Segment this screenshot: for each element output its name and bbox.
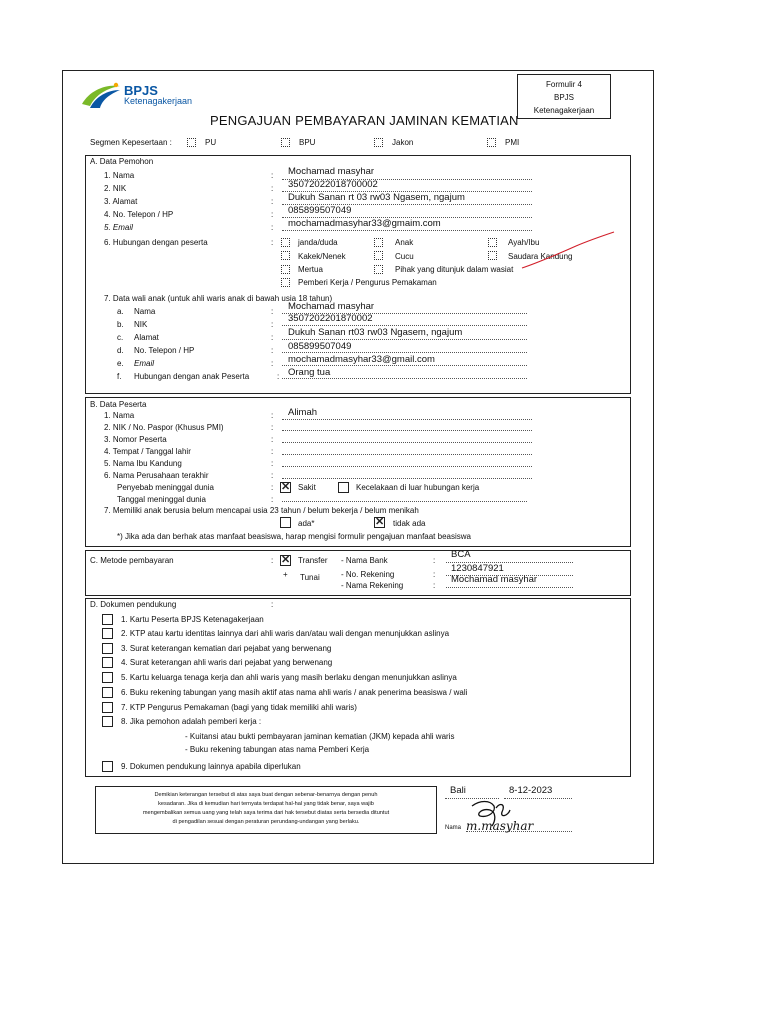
segmen-pmi-label: PMI	[505, 138, 520, 147]
segmen-bpu-checkbox[interactable]	[281, 138, 290, 147]
beasiswa-note: *) Jika ada dan berhak atas manfaat beasiswa, harap mengisi formulir pengajuan manfaat beasiswa	[117, 532, 471, 541]
peserta-ibu-label: 5. Nama Ibu Kandung	[104, 459, 182, 468]
bpjs-logo-icon	[80, 82, 122, 110]
tunai-label: Tunai	[300, 573, 320, 582]
peserta-nik-line[interactable]	[282, 430, 532, 431]
nama-rekening-value[interactable]: Mochamad masyhar	[451, 574, 538, 585]
dokumen-5-label: 5. Kartu keluarga tenaga kerja dan ahli waris yang masih berlaku dengan menunjukkan aslinya	[121, 673, 457, 682]
pemohon-telepon-value[interactable]: 085899507049	[288, 205, 352, 216]
signature-place[interactable]: Bali	[450, 785, 466, 796]
peserta-nama-value[interactable]: Alimah	[288, 407, 318, 418]
hubungan-saudara-label: Saudara Kandung	[508, 252, 573, 261]
wali-email-line	[282, 365, 527, 366]
pemohon-nik-label: 2. NIK	[104, 184, 127, 193]
hubungan-janda-checkbox[interactable]	[281, 238, 290, 247]
pemohon-alamat-value[interactable]: Dukuh Sanan rt 03 rw03 Ngasem, ngajum	[288, 192, 465, 203]
wali-nik-line	[282, 325, 527, 326]
wali-nik-label: NIK	[134, 320, 148, 329]
dokumen-8-label: 8. Jika pemohon adalah pemberi kerja :	[121, 717, 262, 726]
tanggal-label: Tanggal meninggal dunia	[117, 495, 206, 504]
dokumen-9-checkbox[interactable]	[102, 761, 113, 772]
peserta-ibu-line[interactable]	[282, 466, 532, 467]
dokumen-2-checkbox[interactable]	[102, 628, 113, 639]
dokumen-7-label: 7. KTP Pengurus Pemakaman (bagi yang tidak memiliki ahli waris)	[121, 703, 357, 712]
dokumen-4-checkbox[interactable]	[102, 657, 113, 668]
wali-telepon-value[interactable]: 085899507049	[288, 341, 352, 352]
penyebab-sakit-checkbox[interactable]: ✕	[281, 481, 291, 493]
section-c-title: C. Metode pembayaran	[90, 556, 174, 565]
peserta-perusahaan-line[interactable]	[282, 478, 532, 479]
dokumen-4-label: 4. Surat keterangan ahli waris dari pejabat yang berwenang	[121, 658, 333, 667]
wali-email-letter: e.	[117, 359, 124, 368]
peserta-nomor-label: 3. Nomor Peserta	[104, 435, 167, 444]
dokumen-8-checkbox[interactable]	[102, 716, 113, 727]
form-org: BPJS	[553, 93, 574, 102]
wali-alamat-value[interactable]: Dukuh Sanan rt03 rw03 Ngasem, ngajum	[288, 327, 463, 338]
hubungan-wasiat-label: Pihak yang ditunjuk dalam wasiat	[395, 265, 514, 274]
hubungan-mertua-checkbox[interactable]	[281, 265, 290, 274]
wali-alamat-line	[282, 339, 527, 340]
bpjs-logo	[80, 82, 193, 112]
penyebab-kecelakaan-checkbox[interactable]	[338, 482, 349, 493]
declaration-box	[95, 786, 437, 834]
penyebab-kecelakaan-label: Kecelakaan di luar hubungan kerja	[356, 483, 480, 492]
segmen-pu-label: PU	[205, 138, 217, 147]
pemohon-nama-label: 1. Nama	[104, 171, 135, 180]
dokumen-6-label: 6. Buku rekening tabungan yang masih aktif atas nama ahli waris / anak penerima beasiswa / wali	[121, 688, 468, 697]
segmen-pu-checkbox[interactable]	[187, 138, 196, 147]
wali-telepon-letter: d.	[117, 346, 124, 355]
declaration-line-4: di pengadilan sesuai dengan peraturan perundang-undangan yang berlaku.	[172, 819, 360, 825]
segmen-jakon-checkbox[interactable]	[374, 138, 383, 147]
hubungan-mertua-label: Mertua	[298, 265, 323, 274]
signature-handwriting: m.masyhar	[466, 819, 534, 833]
dokumen-8b-label: - Buku rekening tabungan atas nama Pemberi Kerja	[185, 745, 370, 754]
rekening-value[interactable]: 1230847921	[451, 563, 504, 574]
dokumen-3-checkbox[interactable]	[102, 643, 113, 654]
tanggal-line[interactable]	[282, 501, 527, 502]
anak-tidak-ada-label: tidak ada	[393, 519, 426, 528]
signature-name-line	[466, 831, 572, 832]
hubungan-wasiat-checkbox[interactable]	[374, 265, 383, 274]
wali-telepon-label: No. Telepon / HP	[134, 346, 195, 355]
wali-hubungan-value[interactable]: Orang tua	[288, 367, 331, 378]
hubungan-cucu-checkbox[interactable]	[374, 251, 383, 260]
peserta-nomor-line[interactable]	[282, 442, 532, 443]
tunai-marker: +	[283, 570, 288, 579]
wali-telepon-line	[282, 352, 527, 353]
hubungan-kakek-checkbox[interactable]	[281, 251, 290, 260]
logo-brand: BPJS	[124, 83, 158, 98]
wali-hubungan-line	[282, 378, 527, 379]
hubungan-anak-checkbox[interactable]	[374, 238, 383, 247]
pemohon-nama-value[interactable]: Mochamad masyhar	[288, 166, 375, 177]
logo-sub: Ketenagakerjaan	[124, 96, 193, 106]
segmen-label: Segmen Kepesertaan :	[90, 138, 172, 147]
pemohon-email-label: 5. Email	[104, 223, 133, 232]
dokumen-1-checkbox[interactable]	[102, 614, 113, 625]
signature-date[interactable]: 8-12-2023	[509, 785, 553, 796]
wali-title: 7. Data wali anak (untuk ahli waris anak di bawah usia 18 tahun)	[104, 294, 333, 303]
dokumen-8a-label: - Kuitansi atau bukti pembayaran jaminan kematian (JKM) kepada ahli waris	[185, 732, 455, 741]
pemohon-nik-value[interactable]: 35072022018700002	[288, 179, 378, 190]
section-a-title: A. Data Pemohon	[90, 157, 154, 166]
peserta-ttl-line[interactable]	[282, 454, 532, 455]
pemohon-email-value[interactable]: mochamadmasyhar33@gmaim.com	[288, 218, 441, 229]
hubungan-ayah-checkbox[interactable]	[488, 238, 497, 247]
hubungan-pemberi-kerja-checkbox[interactable]	[281, 278, 290, 287]
peserta-perusahaan-label: 6. Nama Perusahaan terakhir	[104, 471, 209, 480]
hubungan-pemberi-kerja-label: Pemberi Kerja / Pengurus Pemakaman	[298, 278, 437, 287]
dokumen-5-checkbox[interactable]	[102, 672, 113, 683]
form-org-sub: Ketenagakerjaan	[533, 106, 595, 115]
hubungan-label: 6. Hubungan dengan peserta	[104, 238, 208, 247]
penyebab-sakit-label: Sakit	[298, 483, 316, 492]
wali-hubungan-label: Hubungan dengan anak Peserta	[134, 372, 250, 381]
rekening-label: - No. Rekening	[341, 570, 395, 579]
dokumen-2-label: 2. KTP atau kartu identitas lainnya dari ahli waris dan/atau wali dengan menunjukkan aslinya	[121, 629, 450, 638]
dokumen-1-label: 1. Kartu Peserta BPJS Ketenagakerjaan	[121, 615, 264, 624]
hubungan-saudara-checkbox[interactable]	[488, 251, 497, 260]
bank-value[interactable]: BCA	[451, 549, 471, 560]
wali-email-value[interactable]: mochamadmasyhar33@gmail.com	[288, 354, 435, 365]
hubungan-janda-label: janda/duda	[298, 238, 338, 247]
page-title: PENGAJUAN PEMBAYARAN JAMINAN KEMATIAN	[210, 113, 519, 128]
hubungan-ayah-label: Ayah/Ibu	[508, 238, 540, 247]
segmen-pmi-checkbox[interactable]	[487, 138, 496, 147]
wali-nama-value[interactable]: Mochamad masyhar	[288, 301, 375, 312]
nama-rekening-line	[446, 587, 573, 588]
dokumen-9-label: 9. Dokumen pendukung lainnya apabila diperlukan	[121, 762, 301, 771]
declaration-line-1: Demikian keterangan tersebut di atas saya buat dengan sebenar-benarnya dengan penuh	[154, 792, 378, 798]
wali-nik-value[interactable]: 3507202201870002	[288, 313, 373, 324]
red-pen-mark-icon	[520, 228, 616, 272]
transfer-checkbox[interactable]: ✕	[281, 554, 291, 566]
segmen-bpu-label: BPU	[299, 138, 316, 147]
wali-email-label: Email	[134, 359, 155, 368]
peserta-ttl-label: 4. Tempat / Tanggal lahir	[104, 447, 191, 456]
signature-name-label: Nama	[445, 825, 462, 831]
wali-alamat-label: Alamat	[134, 333, 159, 342]
peserta-nik-label: 2. NIK / No. Paspor (Khusus PMI)	[104, 423, 224, 432]
anak-tidak-ada-checkbox[interactable]: ✕	[375, 516, 385, 528]
peserta-nama-label: 1. Nama	[104, 411, 135, 420]
penyebab-label: Penyebab meninggal dunia	[117, 483, 214, 492]
pemohon-alamat-label: 3. Alamat	[104, 197, 138, 206]
section-b-title: B. Data Peserta	[90, 400, 147, 409]
wali-alamat-letter: c.	[117, 333, 124, 342]
section-d-title: D. Dokumen pendukung	[90, 600, 177, 609]
hubungan-anak-label: Anak	[395, 238, 414, 247]
hubungan-kakek-label: Kakek/Nenek	[298, 252, 346, 261]
anak-ada-checkbox[interactable]	[280, 517, 291, 528]
wali-nama-letter: a.	[117, 307, 124, 316]
wali-hubungan-letter: f.	[117, 372, 122, 381]
segmen-jakon-label: Jakon	[392, 138, 414, 147]
pemohon-telepon-label: 4. No. Telepon / HP	[104, 210, 174, 219]
dokumen-3-label: 3. Surat keterangan kematian dari pejabat yang berwenang	[121, 644, 332, 653]
peserta-nama-line	[282, 419, 532, 420]
dokumen-6-checkbox[interactable]	[102, 687, 113, 698]
transfer-label: Transfer	[298, 556, 328, 565]
bank-label: - Nama Bank	[341, 556, 388, 565]
anak-ada-label: ada*	[298, 519, 315, 528]
form-number-box	[517, 74, 611, 119]
anak-question: 7. Memiliki anak berusia belum mencapai usia 23 tahun / belum bekerja / belum menikah	[104, 506, 419, 515]
nama-rekening-label: - Nama Rekening	[341, 581, 404, 590]
form-number: Formulir 4	[545, 80, 582, 89]
wali-nama-label: Nama	[134, 307, 156, 316]
pemohon-email-line	[282, 230, 532, 231]
declaration-line-3: mengembalikan semua uang yang telah saya terima dari hak tersebut diatas serta bersedia dituntut	[142, 810, 390, 816]
hubungan-cucu-label: Cucu	[395, 252, 414, 261]
wali-nik-letter: b.	[117, 320, 124, 329]
declaration-line-2: kesadaran. Jika di kemudian hari ternyata terdapat hal-hal yang tidak benar, saya wajib	[158, 801, 374, 807]
dokumen-7-checkbox[interactable]	[102, 702, 113, 713]
